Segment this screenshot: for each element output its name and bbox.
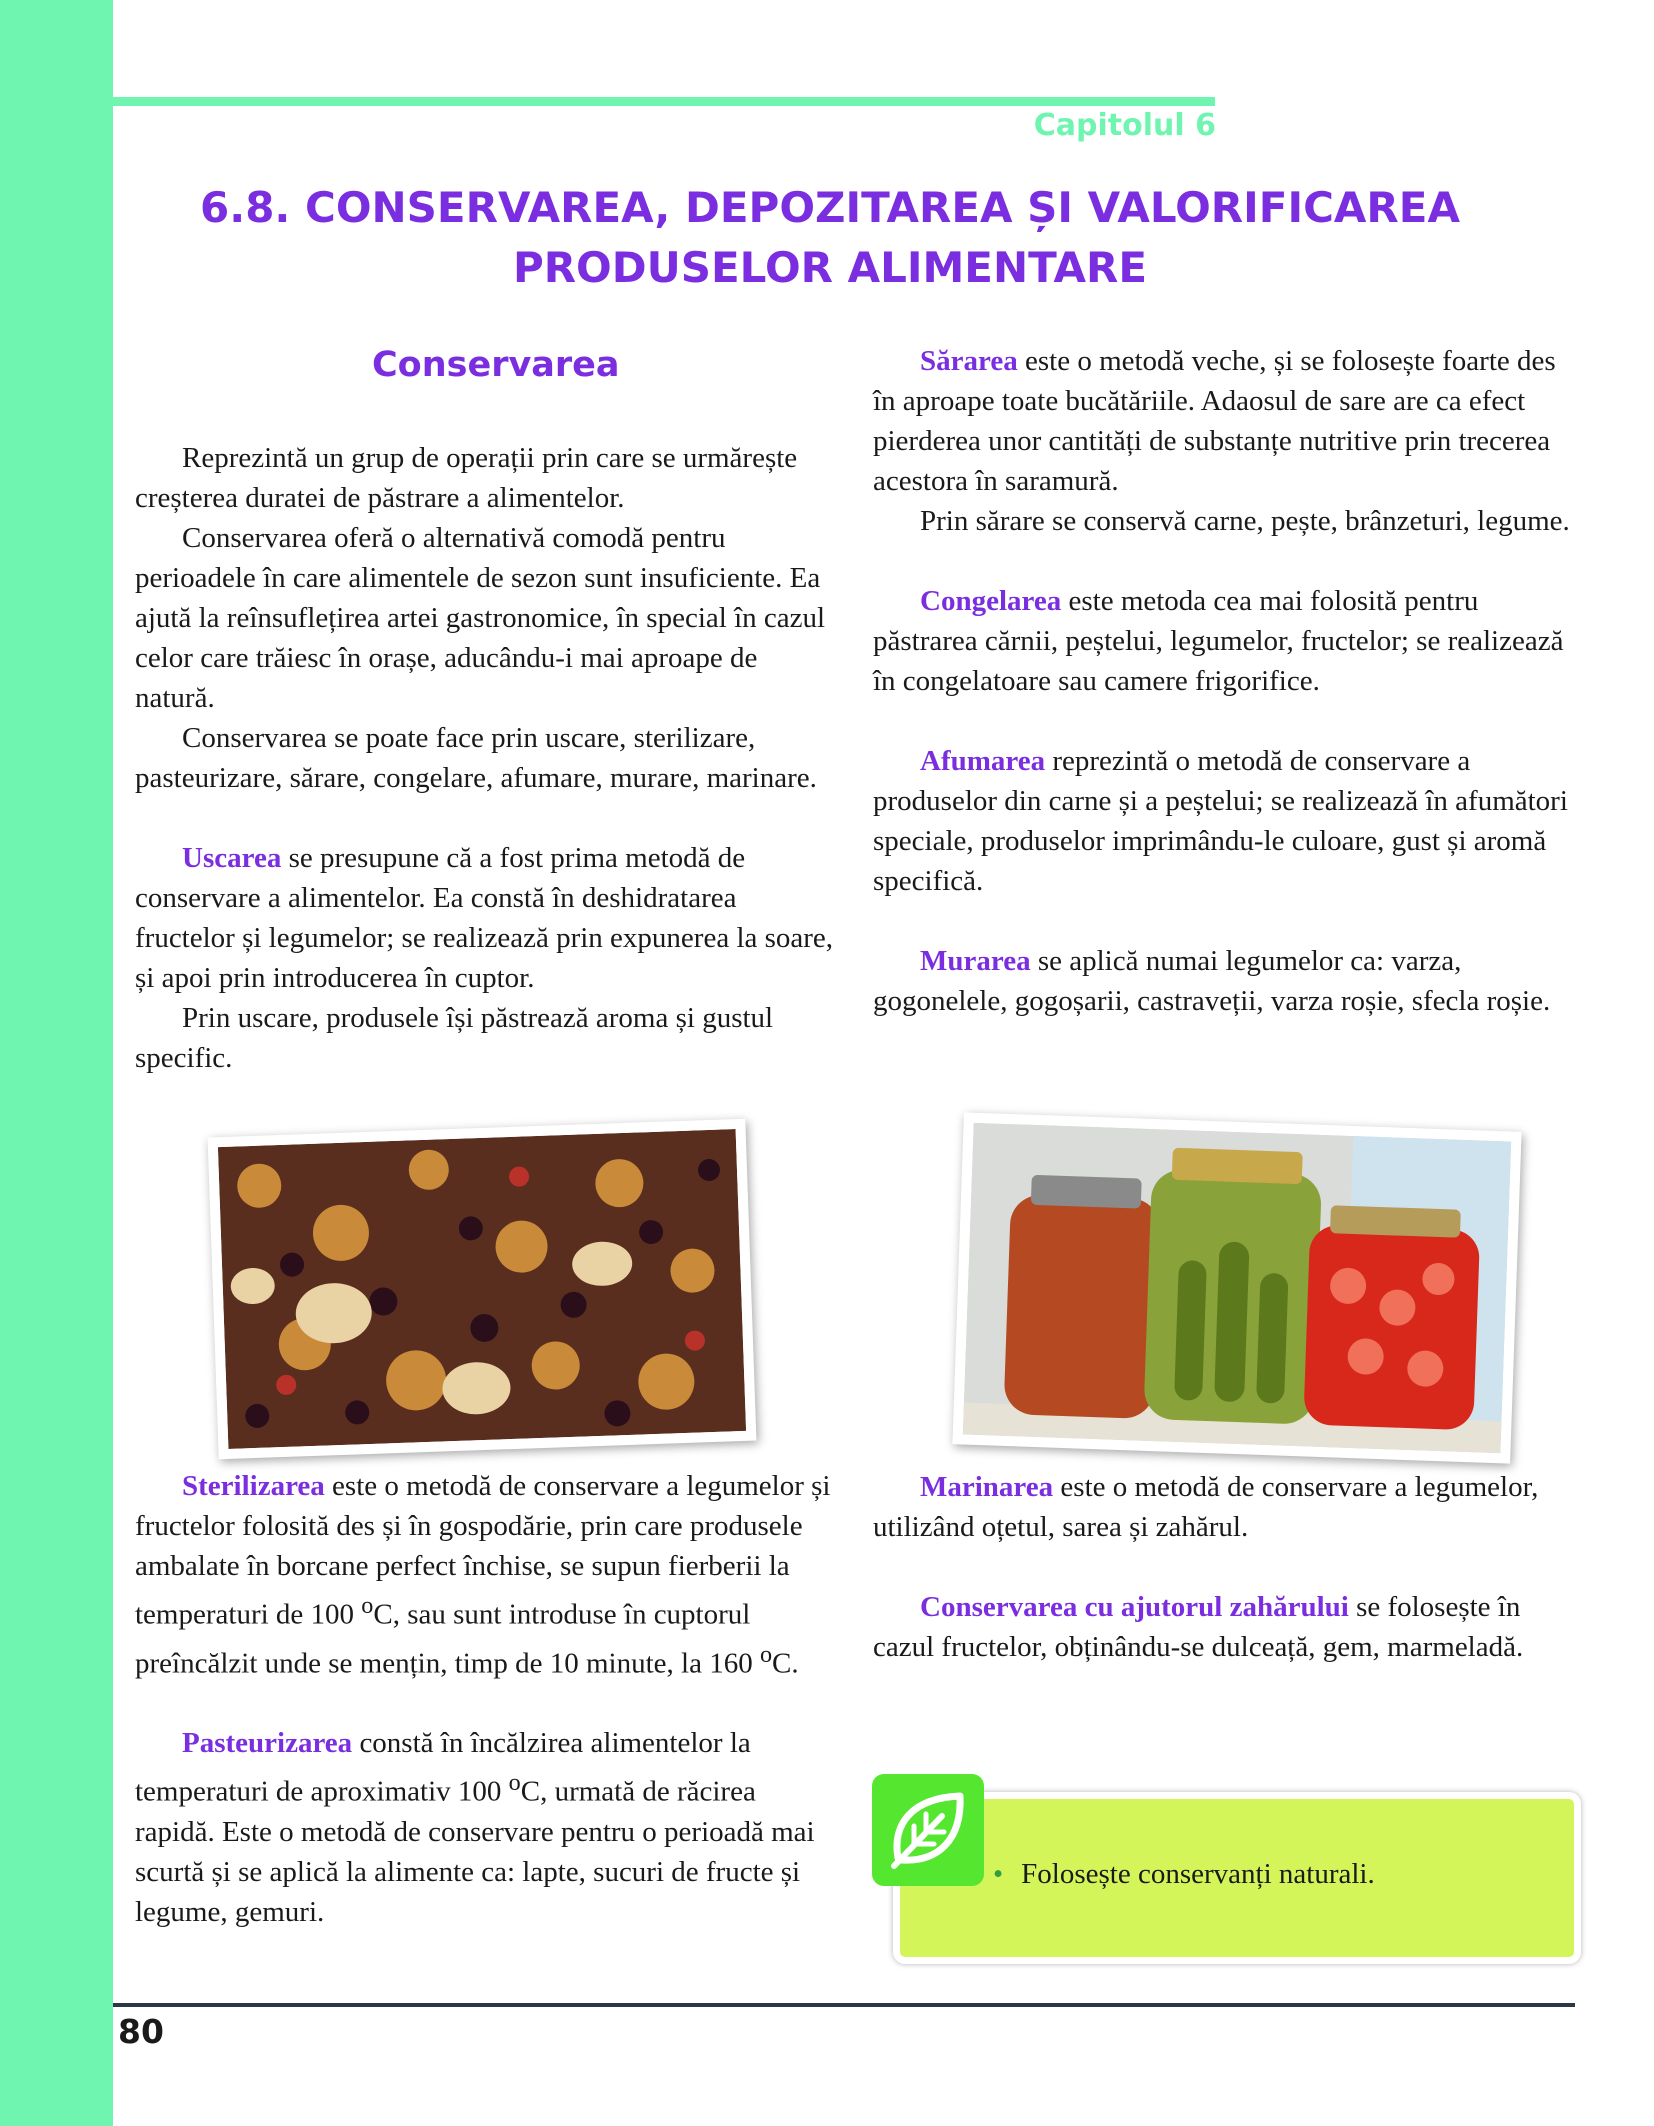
chapter-label: Capitolul 6 bbox=[1033, 108, 1216, 143]
sterilizarea-keyword: Sterilizarea bbox=[182, 1470, 325, 1502]
sararea-keyword: Sărarea bbox=[920, 345, 1018, 377]
dried-fruit-illustration bbox=[218, 1129, 746, 1449]
right-column-bottom bbox=[873, 1467, 1585, 1667]
sterilizarea-text-b: C, sau sunt introduse în cuptorul preîncălzit unde se mențin, timp de 10 minute, la 160 bbox=[135, 1598, 760, 1680]
dried-fruit-photo bbox=[208, 1119, 757, 1460]
page-number: 80 bbox=[118, 2012, 164, 2051]
marinarea-paragraph bbox=[873, 1467, 1585, 1547]
leaf-icon-graphic bbox=[872, 1774, 984, 1886]
title-line-1: 6.8. CONSERVAREA, DEPOZITAREA ȘI VALORIFICAREA bbox=[200, 183, 1460, 232]
afumarea-text: reprezintă o metodă de conservare a produselor din carne și a peștelui; se realizează în afumători speciale, produselor imprimându-le culoare, gust și aromă specifică. bbox=[873, 745, 1568, 897]
sararea-paragraph bbox=[873, 341, 1585, 501]
left-column-top bbox=[135, 438, 835, 1078]
afumarea-keyword: Afumarea bbox=[920, 745, 1046, 777]
uscarea-paragraph bbox=[135, 838, 835, 998]
uscarea-text: se presupune că a fost prima metodă de conservare a alimentelor. Ea constă în deshidratarea fructelor și legumelor; se realizează prin expunerea la soare, și apoi prin introducerea în cuptor. bbox=[135, 842, 834, 994]
pickled-jars-illustration bbox=[963, 1123, 1512, 1454]
degree-sign: o bbox=[508, 1769, 521, 1797]
murarea-text: se aplică numai legumelor ca: varza, gogonelele, gogoșarii, castraveții, varza roșie, sfecla roșie. bbox=[873, 945, 1551, 1017]
pasteurizarea-text-b: C, urmată de răcirea rapidă. Este o metodă de conservare pentru o perioadă mai scurtă și se aplică la alimente ca: lapte, sucuri de fructe și legume, gemuri. bbox=[135, 1775, 815, 1928]
murarea-keyword: Murarea bbox=[920, 945, 1031, 977]
pasteurizarea-text-a: constă în încălzirea alimentelor la temperaturi de aproximativ 100 bbox=[135, 1727, 751, 1808]
uscarea-keyword: Uscarea bbox=[182, 842, 282, 874]
degree-sign: o bbox=[759, 1640, 773, 1668]
alternative-paragraph: Conservarea oferă o alternativă comodă pentru perioadele în care alimentele de sezon sunt insuficiente. Ea ajută la reînsuflețirea artei gastronomice, în special în cazul celor care trăiesc în orașe, aducându-i mai aproape de natură. bbox=[135, 522, 826, 714]
sterilizarea-paragraph bbox=[135, 1466, 835, 1683]
degree-sign: o bbox=[361, 1592, 374, 1619]
intro-paragraph: Reprezintă un grup de operații prin care se urmărește creșterea duratei de păstrare a alimentelor. bbox=[135, 442, 798, 514]
pickled-jars-photo bbox=[952, 1112, 1521, 1463]
congelarea-keyword: Congelarea bbox=[920, 585, 1062, 617]
pasteurizarea-paragraph bbox=[135, 1723, 835, 1932]
zahar-text: se folosește în cazul fructelor, obținându-se dulceață, gem, marmeladă. bbox=[873, 1591, 1524, 1663]
leaf-icon bbox=[872, 1774, 984, 1886]
side-band bbox=[0, 0, 113, 2126]
tip-bullet: • bbox=[993, 1858, 1004, 1890]
congelarea-paragraph bbox=[873, 581, 1585, 701]
uscarea-paragraph-2: Prin uscare, produsele își păstrează aroma și gustul specific. bbox=[135, 1002, 774, 1074]
zahar-keyword: Conservarea cu ajutorul zahărului bbox=[920, 1591, 1349, 1623]
right-column-top bbox=[873, 341, 1585, 1021]
tip-text: Folosește conservanți naturali. bbox=[1021, 1858, 1375, 1890]
section-heading: Conservarea bbox=[372, 345, 620, 385]
pasteurizarea-keyword: Pasteurizarea bbox=[182, 1727, 353, 1760]
page-title bbox=[200, 178, 1460, 298]
marinarea-text: este o metodă de conservare a legumelor, utilizând oțetul, sarea și zahărul. bbox=[873, 1471, 1539, 1543]
left-column-bottom bbox=[135, 1466, 835, 1932]
title-line-2: PRODUSELOR ALIMENTARE bbox=[512, 243, 1148, 292]
marinarea-keyword: Marinarea bbox=[920, 1471, 1054, 1503]
sararea-paragraph-2: Prin sărare se conservă carne, pește, brânzeturi, legume. bbox=[920, 505, 1570, 537]
top-rule bbox=[113, 97, 1215, 106]
zahar-paragraph bbox=[873, 1587, 1585, 1667]
afumarea-paragraph bbox=[873, 741, 1585, 901]
tip-item bbox=[993, 1858, 1375, 1891]
congelarea-text: este metoda cea mai folosită pentru păstrarea cărnii, peștelui, legumelor, fructelor; se realizează în congelatoare sau camere frigorifice. bbox=[873, 585, 1564, 697]
murarea-paragraph bbox=[873, 941, 1585, 1021]
sterilizarea-text-c: C. bbox=[772, 1647, 799, 1680]
sterilizarea-text-a: este o metodă de conservare a legumelor și fructelor folosită des și în gospodărie, prin care produsele ambalate în borcane perfect închise, se supun fierberii la temperaturi de 100 bbox=[135, 1470, 831, 1631]
methods-paragraph: Conservarea se poate face prin uscare, sterilizare, pasteurizare, sărare, congelare, afumare, murare, marinare. bbox=[135, 722, 817, 794]
sararea-text: este o metodă veche, și se folosește foarte des în aproape toate bucătăriile. Adaosul de sare are ca efect pierderea unor cantități de substanțe nutritive prin trecerea acestora în saramură. bbox=[873, 345, 1556, 497]
bottom-rule bbox=[113, 2003, 1575, 2007]
